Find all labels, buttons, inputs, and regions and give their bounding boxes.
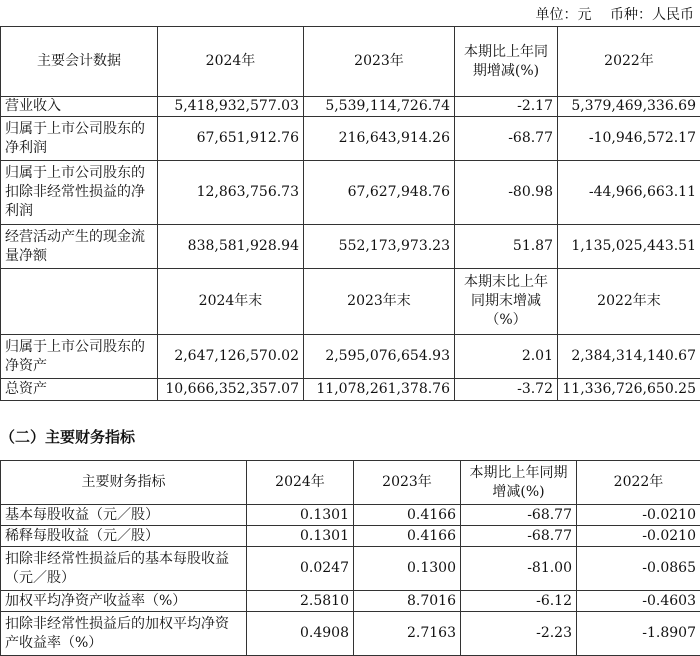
header-cell: 2022年 xyxy=(558,27,700,97)
row-label: 经营活动产生的现金流量净额 xyxy=(1,225,158,269)
cell-value: 5,379,469,336.69 xyxy=(558,97,700,117)
unit-label: 单位：元 xyxy=(535,7,592,23)
table-row xyxy=(1,591,700,612)
header-cell: 2023年末 xyxy=(304,269,455,335)
table-row xyxy=(1,505,700,526)
cell-value: -68.77 xyxy=(455,117,558,161)
row-label: 扣除非经常性损益后的基本每股收益（元／股） xyxy=(1,547,247,591)
header-cell: 2024年末 xyxy=(158,269,304,335)
cell-value: 2,595,076,654.93 xyxy=(304,335,455,379)
cell-value: -6.12 xyxy=(461,591,577,612)
table-row xyxy=(1,97,700,117)
header-cell: 主要财务指标 xyxy=(1,461,247,505)
accounting-data-table xyxy=(0,26,700,401)
cell-value: 11,078,261,378.76 xyxy=(304,379,455,401)
cell-value: 0.1300 xyxy=(354,547,461,591)
cell-value: 0.0247 xyxy=(247,547,354,591)
table-row xyxy=(1,117,700,161)
row-label: 加权平均净资产收益率（%） xyxy=(1,591,247,612)
row-label: 稀释每股收益（元／股） xyxy=(1,526,247,547)
cell-value: -2.23 xyxy=(461,612,577,656)
header-cell: 2023年 xyxy=(304,27,455,97)
cell-value: 51.87 xyxy=(455,225,558,269)
header-cell: 2022年末 xyxy=(558,269,700,335)
row-label: 扣除非经常性损益后的加权平均净资产收益率（%） xyxy=(1,612,247,656)
cell-value: 5,418,932,577.03 xyxy=(158,97,304,117)
cell-value: 67,627,948.76 xyxy=(304,161,455,225)
cell-value: 2.7163 xyxy=(354,612,461,656)
cell-value: -44,966,663.11 xyxy=(558,161,700,225)
cell-value: 0.1301 xyxy=(247,526,354,547)
cell-value: 2.5810 xyxy=(247,591,354,612)
cell-value: 1,135,025,443.51 xyxy=(558,225,700,269)
cell-value: -10,946,572.17 xyxy=(558,117,700,161)
cell-value: 2,647,126,570.02 xyxy=(158,335,304,379)
cell-value: 838,581,928.94 xyxy=(158,225,304,269)
table-row xyxy=(1,335,700,379)
cell-value: -1.8907 xyxy=(577,612,700,656)
header-cell: 主要会计数据 xyxy=(1,27,158,97)
table-header-row xyxy=(1,27,700,97)
header-cell xyxy=(1,269,158,335)
row-label: 总资产 xyxy=(1,379,158,401)
cell-value: 0.4166 xyxy=(354,505,461,526)
cell-value: 216,643,914.26 xyxy=(304,117,455,161)
financial-indicators-table xyxy=(0,460,700,656)
cell-value: -2.17 xyxy=(455,97,558,117)
cell-value: 0.4166 xyxy=(354,526,461,547)
header-cell: 2024年 xyxy=(158,27,304,97)
table-row xyxy=(1,379,700,401)
header-cell: 2023年 xyxy=(354,461,461,505)
cell-value: -0.4603 xyxy=(577,591,700,612)
row-label: 基本每股收益（元／股） xyxy=(1,505,247,526)
cell-value: -0.0865 xyxy=(577,547,700,591)
section-title: （二）主要财务指标 xyxy=(0,428,136,446)
header-cell: 2024年 xyxy=(247,461,354,505)
cell-value: 0.1301 xyxy=(247,505,354,526)
cell-value: -3.72 xyxy=(455,379,558,401)
table-row xyxy=(1,225,700,269)
table-subheader-row xyxy=(1,269,700,335)
cell-value: 0.4908 xyxy=(247,612,354,656)
cell-value: 2.01 xyxy=(455,335,558,379)
row-label: 归属于上市公司股东的净利润 xyxy=(1,117,158,161)
cell-value: 12,863,756.73 xyxy=(158,161,304,225)
currency-label: 币种：人民币 xyxy=(610,7,694,23)
cell-value: 67,651,912.76 xyxy=(158,117,304,161)
cell-value: -0.0210 xyxy=(577,526,700,547)
table-row xyxy=(1,161,700,225)
table-row xyxy=(1,526,700,547)
cell-value: 10,666,352,357.07 xyxy=(158,379,304,401)
cell-value: 552,173,973.23 xyxy=(304,225,455,269)
table-row xyxy=(1,547,700,591)
cell-value: -0.0210 xyxy=(577,505,700,526)
header-cell: 本期比上年同期增减(%) xyxy=(461,461,577,505)
cell-value: 8.7016 xyxy=(354,591,461,612)
header-cell: 本期末比上年同期末增减（%） xyxy=(455,269,558,335)
cell-value: -81.00 xyxy=(461,547,577,591)
table-row xyxy=(1,612,700,656)
row-label: 归属于上市公司股东的净资产 xyxy=(1,335,158,379)
unit-line xyxy=(522,4,694,24)
cell-value: 2,384,314,140.67 xyxy=(558,335,700,379)
header-cell: 2022年 xyxy=(577,461,700,505)
table-header-row xyxy=(1,461,700,505)
cell-value: -80.98 xyxy=(455,161,558,225)
cell-value: -68.77 xyxy=(461,505,577,526)
header-cell: 本期比上年同期增减(%) xyxy=(455,27,558,97)
cell-value: 11,336,726,650.25 xyxy=(558,379,700,401)
row-label: 归属于上市公司股东的扣除非经常性损益的净利润 xyxy=(1,161,158,225)
row-label: 营业收入 xyxy=(1,97,158,117)
cell-value: -68.77 xyxy=(461,526,577,547)
cell-value: 5,539,114,726.74 xyxy=(304,97,455,117)
